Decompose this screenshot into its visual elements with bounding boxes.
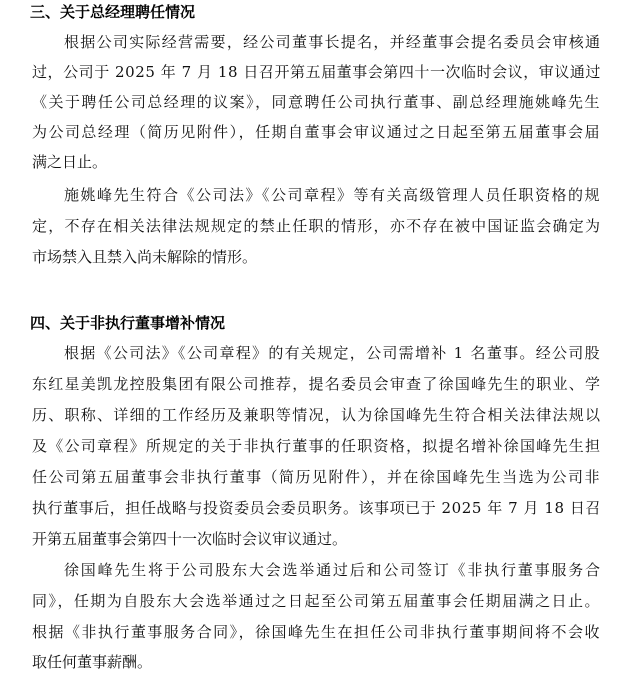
paragraph-line: 及《公司章程》所规定的关于非执行董事的任职资格，拟提名增补徐国峰先生担 — [32, 437, 602, 455]
paragraph-line: 开第五届董事会第四十一次临时会议审议通过。 — [32, 530, 348, 548]
paragraph-line: 执行董事后，担任战略与投资委员会委员职务。该事项已于 2025 年 7 月 18 日召 — [32, 499, 601, 517]
paragraph-line: 历、职称、详细的工作经历及兼职等情况，认为徐国峰先生符合相关法律法规以 — [32, 406, 602, 424]
paragraph-line: 过，公司于 2025 年 7 月 18 日召开第五届董事会第四十一次临时会议，审议通过 — [32, 63, 601, 81]
paragraph-line: 取任何董事薪酬。 — [32, 653, 153, 671]
paragraph-line: 根据公司实际经营需要，经公司董事长提名，并经董事会提名委员会审核通 — [64, 33, 602, 51]
paragraph-line: 根据《公司法》《公司章程》的有关规定，公司需增补 1 名董事。经公司股 — [64, 344, 601, 362]
paragraph-line: 施姚峰先生符合《公司法》《公司章程》等有关高级管理人员任职资格的规 — [64, 186, 602, 204]
paragraph-line: 定，不存在相关法律法规规定的禁止任职的情形，亦不存在被中国证监会确定为 — [32, 217, 602, 235]
paragraph-line: 市场禁入且禁入尚未解除的情形。 — [32, 248, 258, 266]
section-heading-non-executive-director: 四、关于非执行董事增补情况 — [30, 314, 226, 332]
paragraph-line: 任公司第五届董事会非执行董事（简历见附件），并在徐国峰先生当选为公司非 — [32, 468, 601, 486]
paragraph-line: 东红星美凯龙控股集团有限公司推荐，提名委员会审查了徐国峰先生的职业、学 — [32, 375, 602, 393]
paragraph-line: 《关于聘任公司总经理的议案》，同意聘任公司执行董事、副总经理施姚峰先生 — [32, 93, 601, 111]
paragraph-line: 满之日止。 — [32, 153, 108, 171]
paragraph-line: 同》，任期为自股东大会选举通过之日起至公司第五届董事会任期届满之日止。 — [32, 592, 601, 610]
section-heading-general-manager: 三、关于总经理聘任情况 — [30, 3, 196, 21]
paragraph-line: 徐国峰先生将于公司股东大会选举通过后和公司签订《非执行董事服务合 — [64, 561, 602, 579]
paragraph-line: 根据《非执行董事服务合同》，徐国峰先生在担任公司非执行董事期间将不会收 — [32, 623, 601, 641]
paragraph-line: 为公司总经理（简历见附件），任期自董事会审议通过之日起至第五届董事会届 — [32, 123, 601, 141]
